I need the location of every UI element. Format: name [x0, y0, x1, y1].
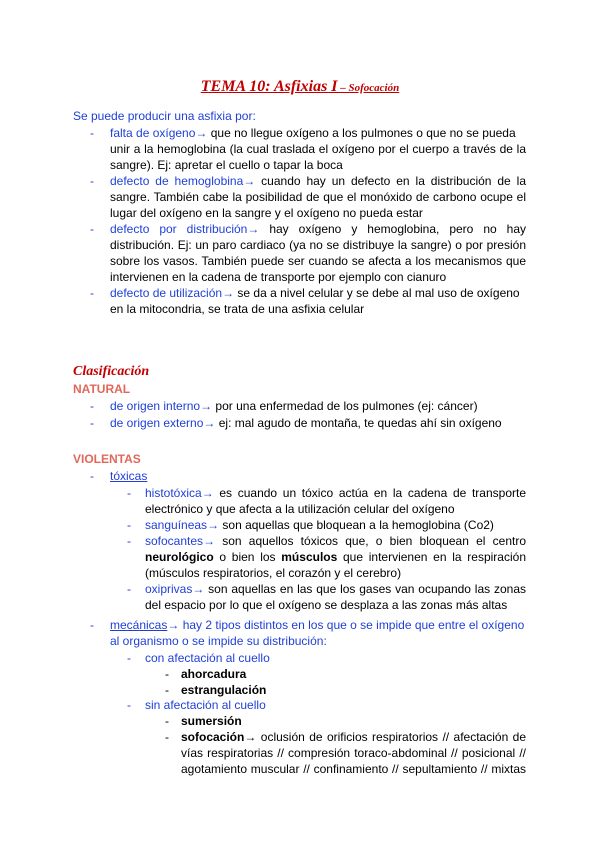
arrow-icon: → — [195, 126, 208, 140]
toxica-text: es cuando un tóxico actúa en la cadena de transporte — [213, 486, 526, 500]
cause-defecto-utilizacion — [110, 285, 526, 317]
cause-text: intervienen en la cadena de transporte por ejemplo con cianuro — [110, 270, 447, 284]
arrow-icon: → — [247, 222, 260, 236]
cause-text: lugar del oxígeno en la sangre y el oxígeno no pueda estar — [110, 206, 423, 220]
cause-text: se da a nivel celular y se debe al mal uso de oxígeno — [234, 286, 520, 300]
toxica-term: sofocantes — [145, 534, 204, 548]
sofocacion-text: oclusión de orificios respiratorios // afectación de — [256, 730, 526, 744]
cause-text: hay oxígeno y hemoglobina, pero no hay — [259, 222, 526, 236]
ahorcadura: ahorcadura — [181, 667, 247, 681]
bullet-dash: - — [127, 534, 131, 548]
bold-term: músculos — [281, 550, 338, 564]
natural-text: por una enfermedad de los pulmones (ej: cáncer) — [212, 399, 478, 413]
arrow-icon: → — [203, 534, 216, 548]
bullet-dash: - — [127, 698, 131, 712]
toxica-text: son aquellas que bloquean a la hemoglobina (Co2) — [219, 518, 494, 532]
cause-text: cuando hay un defecto en la distribución de la — [255, 174, 526, 188]
bullet-dash: - — [127, 518, 131, 532]
toxica-sanguineas — [145, 517, 494, 533]
sofocacion-item — [181, 729, 526, 777]
title-sub: – Sofocación — [337, 82, 400, 94]
sofocacion-term: sofocación — [181, 730, 245, 744]
sofocacion-text: vías respiratorias // compresión toraco-abdominal // posicional // — [181, 746, 526, 760]
bullet-dash: - — [165, 667, 169, 681]
bullet-dash: - — [90, 416, 94, 430]
bullet-dash: - — [90, 399, 94, 413]
con-afectacion-cuello: con afectación al cuello — [145, 651, 270, 665]
toxica-sofocantes — [145, 533, 526, 581]
bullet-dash: - — [90, 286, 94, 300]
arrow-icon: → — [201, 486, 214, 500]
mecanicas-label: mecánicas — [110, 618, 168, 632]
arrow-icon: → — [222, 286, 235, 300]
toxicas-label: tóxicas — [110, 469, 148, 483]
sin-afectacion-cuello: sin afectación al cuello — [145, 698, 266, 712]
mecanicas-text: hay 2 tipos distintos en los que o se impide que entre el oxígeno — [179, 618, 525, 632]
cause-text: unir a la hemoglobina (la cual traslada el oxígeno por el cuerpo a través de la — [110, 142, 526, 156]
toxica-text: (músculos respiratorios, el corazón y el cerebro) — [145, 566, 402, 580]
bold-term: neurológico — [145, 550, 214, 564]
toxica-text: o bien los — [213, 550, 282, 564]
arrow-icon: → — [207, 518, 220, 532]
bullet-dash: - — [165, 714, 169, 728]
cause-text: distribución. Ej: un paro cardiaco (ya no se distribuye la sangre) o por presión — [110, 238, 526, 252]
bullet-dash: - — [90, 469, 94, 483]
cause-falta-oxigeno — [110, 125, 526, 173]
cause-text: sangre). Ej: apretar el cuello o tapar la boca — [110, 158, 343, 172]
toxica-text: que intervienen en la respiración — [337, 550, 526, 564]
cause-term: defecto de utilización — [110, 286, 223, 300]
mecanicas-text: al organismo o se impide su distribución: — [110, 634, 327, 648]
cause-text: sobre los vasos. También puede ser cuando se afecta a los mecanismos que — [110, 254, 526, 268]
natural-item-externo — [110, 415, 502, 431]
mecanicas-item — [110, 617, 526, 649]
toxica-text: electrónico y que afecta a la utilización celular del oxígeno — [145, 502, 455, 516]
arrow-icon: → — [203, 416, 216, 430]
cause-text: que no llegue oxígeno a los pulmones o que no se pueda — [207, 126, 516, 140]
bullet-dash: - — [90, 174, 94, 188]
cause-term: defecto por distribución — [110, 222, 248, 236]
heading-violentas: VIOLENTAS — [73, 452, 141, 466]
arrow-icon: → — [243, 174, 256, 188]
cause-term: defecto de hemoglobina — [110, 174, 244, 188]
cause-text: en la mitocondria, se trata de una asfixia celular — [110, 302, 365, 316]
arrow-icon: → — [167, 618, 180, 632]
toxica-text: del espacio por lo que el oxígeno se desplaza a las zonas más altas — [145, 598, 508, 612]
natural-term: de origen externo — [110, 416, 204, 430]
sofocacion-text: agotamiento muscular // confinamiento // sepultamiento // mixtas — [181, 762, 526, 776]
cause-text: sangre. También cabe la posibilidad de que el monóxido de carbono ocupe el — [110, 190, 526, 204]
intro-text: Se puede producir una asfixia por: — [73, 109, 256, 123]
arrow-icon: → — [192, 582, 205, 596]
bullet-dash: - — [90, 618, 94, 632]
bullet-dash: - — [127, 651, 131, 665]
toxica-histotoxica — [145, 485, 526, 517]
title-main: TEMA 10: Asfixias I — [200, 78, 338, 95]
estrangulacion: estrangulación — [181, 683, 267, 697]
toxica-text: son aquellos tóxicos que, o bien bloquean el centro — [215, 534, 526, 548]
toxica-oxiprivas — [145, 581, 526, 613]
bullet-dash: - — [127, 486, 131, 500]
section-title-clasificacion: Clasificación — [73, 364, 150, 379]
cause-defecto-distribucion — [110, 221, 526, 285]
natural-term: de origen interno — [110, 399, 201, 413]
natural-item-interno — [110, 398, 478, 414]
arrow-icon: → — [244, 730, 257, 744]
cause-defecto-hemoglobina — [110, 173, 526, 221]
sumersion: sumersión — [181, 714, 242, 728]
page-title — [0, 77, 600, 98]
cause-term: falta de oxígeno — [110, 126, 196, 140]
bullet-dash: - — [165, 683, 169, 697]
toxica-term: histotóxica — [145, 486, 202, 500]
natural-text: ej: mal agudo de montaña, te quedas ahí sin oxígeno — [215, 416, 502, 430]
toxica-term: oxiprivas — [145, 582, 193, 596]
bullet-dash: - — [90, 126, 94, 140]
toxica-text: son aquellas en las que los gases van ocupando las zonas — [204, 582, 526, 596]
arrow-icon: → — [200, 399, 213, 413]
bullet-dash: - — [127, 582, 131, 596]
bullet-dash: - — [165, 730, 169, 744]
toxica-term: sanguíneas — [145, 518, 208, 532]
bullet-dash: - — [90, 222, 94, 236]
heading-natural: NATURAL — [73, 382, 131, 396]
